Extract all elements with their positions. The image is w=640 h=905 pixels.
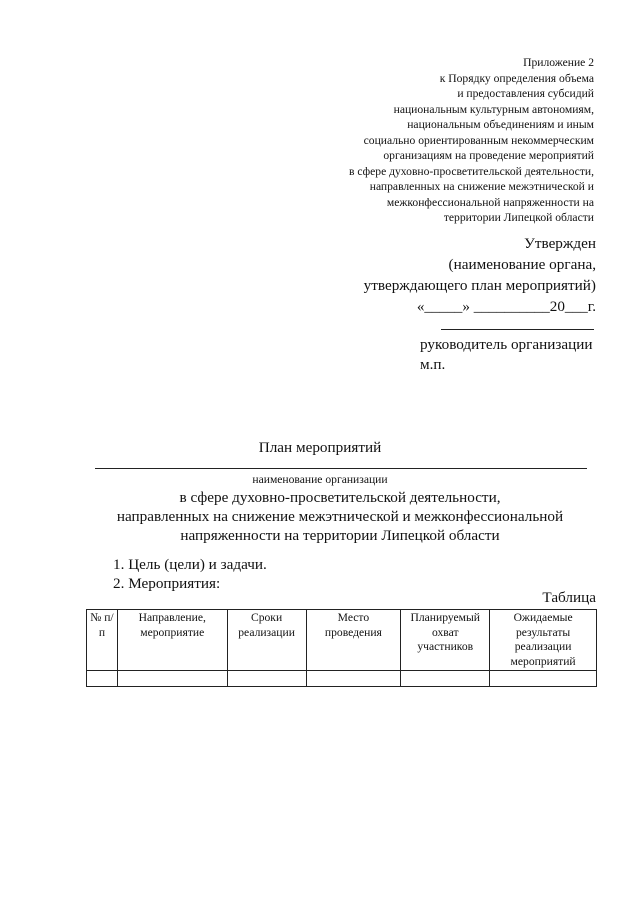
appendix-line: Приложение 2 <box>523 56 594 69</box>
table-cell <box>117 671 227 687</box>
col-header-direction: Направление, мероприятие <box>117 610 227 671</box>
plan-title: План мероприятий <box>258 439 382 456</box>
org-name-line <box>95 460 587 469</box>
plan-subtitle <box>0 488 640 545</box>
stamp-mark: м.п. <box>420 356 446 373</box>
org-name-caption: наименование организации <box>252 473 388 486</box>
table-cell <box>227 671 306 687</box>
signature-line <box>441 319 594 330</box>
table-cell <box>306 671 401 687</box>
plan-subtitle-line: в сфере духовно-просветительской деятельности, <box>179 489 501 506</box>
col-header-results: Ожидаемые результаты реализации мероприятий <box>490 610 597 671</box>
signer-role: руководитель организации <box>420 336 593 353</box>
table-header-row <box>87 610 597 671</box>
table-row <box>87 671 597 687</box>
plan-subtitle-line: направленных на снижение межэтнической и межконфессиональной <box>116 508 564 525</box>
section-events: 2. Мероприятия: <box>113 575 221 592</box>
signature-block <box>420 335 592 375</box>
appendix-line: межконфессиональной напряженности на <box>386 195 594 209</box>
appendix-line: национальным объединениям и иным <box>407 118 594 131</box>
table-cell <box>87 671 118 687</box>
plan-subtitle-line: напряженности на территории Липецкой области <box>180 527 500 544</box>
appendix-line: территории Липецкой области <box>443 211 594 224</box>
table-cell <box>401 671 490 687</box>
appendix-line: направленных на снижение межэтнической и <box>369 180 594 193</box>
approval-org-name-cont: утверждающего план мероприятий) <box>363 277 596 294</box>
table-label: Таблица <box>542 589 596 606</box>
col-header-place: Место проведения <box>306 610 401 671</box>
appendix-line: организациям на проведение мероприятий <box>383 149 594 162</box>
approval-org-name: (наименование органа, <box>448 256 596 273</box>
appendix-line: и предоставления субсидий <box>457 87 594 100</box>
appendix-line: к Порядку определения объема <box>439 71 594 85</box>
approval-title: Утвержден <box>524 235 596 252</box>
col-header-number: № п/п <box>87 610 118 671</box>
appendix-header <box>264 55 594 226</box>
col-header-coverage: Планируемый охват участников <box>401 610 490 671</box>
appendix-line: национальным культурным автономиям, <box>393 102 594 116</box>
plan-sections <box>113 555 267 593</box>
table-cell <box>490 671 597 687</box>
appendix-line: в сфере духовно-просветительской деятельности, <box>348 164 594 178</box>
events-table <box>86 609 597 687</box>
appendix-line: социально ориентированным некоммерческим <box>363 133 594 147</box>
approval-block <box>276 233 596 317</box>
approval-date: «_____» __________20___г. <box>416 298 596 315</box>
col-header-terms: Сроки реализации <box>227 610 306 671</box>
section-goals: 1. Цель (цели) и задачи. <box>113 556 267 573</box>
